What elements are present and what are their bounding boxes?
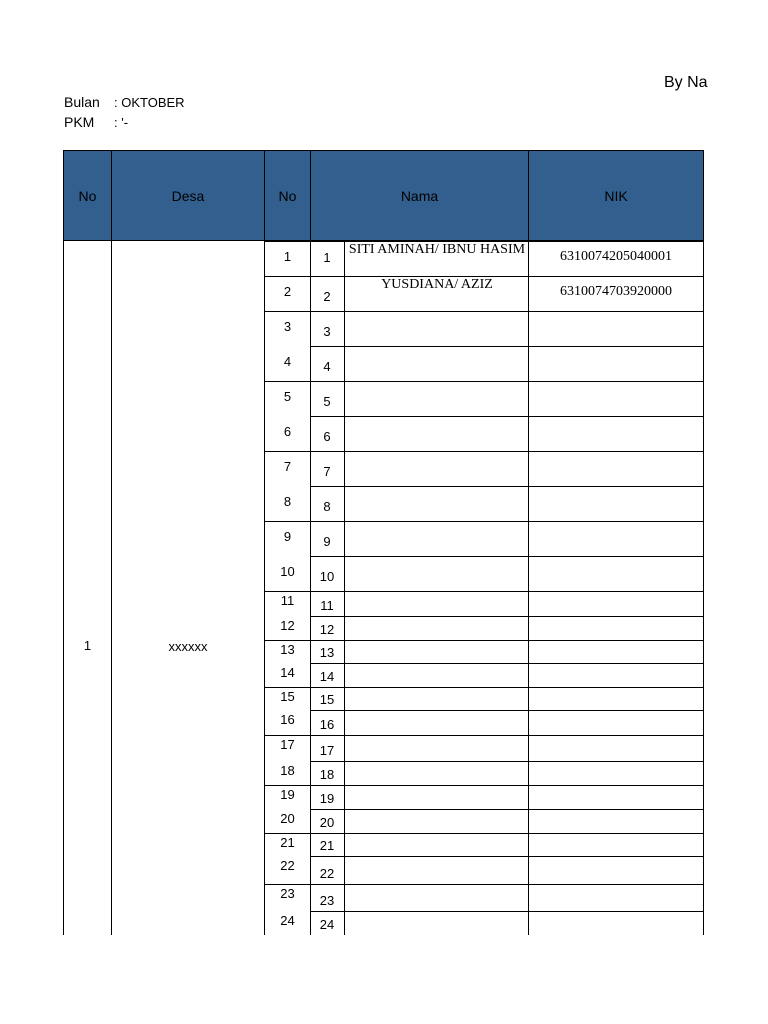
group-desa: xxxxxx <box>168 639 208 654</box>
header-nik: NIK <box>528 150 704 241</box>
row-no-2: 3 <box>323 324 331 339</box>
row-no: 10 <box>280 564 295 579</box>
row-nik: 6310074205040001 <box>560 249 672 264</box>
pkm-label: PKM <box>64 114 95 130</box>
row-no-2: 16 <box>319 717 335 732</box>
row-no-2: 19 <box>319 791 335 806</box>
group-no: 1 <box>83 638 92 653</box>
row-no-2: 4 <box>323 359 331 374</box>
row-no-2: 18 <box>319 767 335 782</box>
row-no: 2 <box>283 284 292 299</box>
page-title: By Na <box>664 74 708 91</box>
row-nik: 6310074703920000 <box>560 284 672 299</box>
row-no: 24 <box>280 913 295 928</box>
row-no: 9 <box>283 529 292 544</box>
row-no-2: 2 <box>323 289 331 304</box>
row-no: 13 <box>280 642 295 657</box>
row-no: 19 <box>280 787 295 802</box>
row-no: 5 <box>283 389 292 404</box>
row-nama: YUSDIANA/ AZIZ <box>381 277 493 292</box>
bulan-label: Bulan <box>64 94 100 110</box>
row-no-2: 23 <box>319 893 335 908</box>
row-no: 18 <box>280 763 295 778</box>
meta-pkm <box>64 114 128 130</box>
row-no: 23 <box>280 886 295 901</box>
row-no-2: 11 <box>320 598 334 613</box>
bulan-value: : OKTOBER <box>114 95 185 110</box>
row-no: 6 <box>283 424 292 439</box>
row-no-2: 10 <box>319 569 335 584</box>
row-no-2: 9 <box>323 534 331 549</box>
row-no: 17 <box>280 737 295 752</box>
row-nama: SITI AMINAH/ IBNU HASIM <box>348 242 526 257</box>
row-no-2: 12 <box>319 622 335 637</box>
row-no-2: 8 <box>323 499 331 514</box>
row-no: 15 <box>280 689 295 704</box>
row-no: 12 <box>280 618 295 633</box>
meta-bulan <box>64 94 185 110</box>
row-no: 22 <box>280 858 295 873</box>
header-nama: Nama <box>310 150 529 241</box>
header-no-2: No <box>264 150 311 241</box>
row-no-2: 13 <box>319 645 335 660</box>
header-no: No <box>63 150 112 241</box>
row-no-2: 5 <box>323 394 331 409</box>
row-no: 1 <box>283 249 292 264</box>
row-no: 8 <box>283 494 292 509</box>
row-no: 3 <box>283 319 292 334</box>
row-no-2: 1 <box>323 250 331 265</box>
header-desa: Desa <box>111 150 265 241</box>
row-no-2: 6 <box>323 429 331 444</box>
row-no-2: 7 <box>323 464 331 479</box>
row-no: 7 <box>283 459 292 474</box>
row-no: 14 <box>280 665 295 680</box>
row-no-2: 14 <box>319 669 335 684</box>
row-no: 21 <box>280 835 295 850</box>
row-no-2: 17 <box>319 743 335 758</box>
row-no: 16 <box>280 712 295 727</box>
row-no: 20 <box>280 811 295 826</box>
row-no-2: 15 <box>319 692 335 707</box>
row-no-2: 21 <box>319 838 335 853</box>
row-no-2: 24 <box>319 917 335 932</box>
row-no-2: 22 <box>319 866 335 881</box>
row-no: 4 <box>283 354 292 369</box>
pkm-value: : '- <box>114 115 129 130</box>
row-no-2: 20 <box>319 815 335 830</box>
row-no: 11 <box>280 593 295 608</box>
